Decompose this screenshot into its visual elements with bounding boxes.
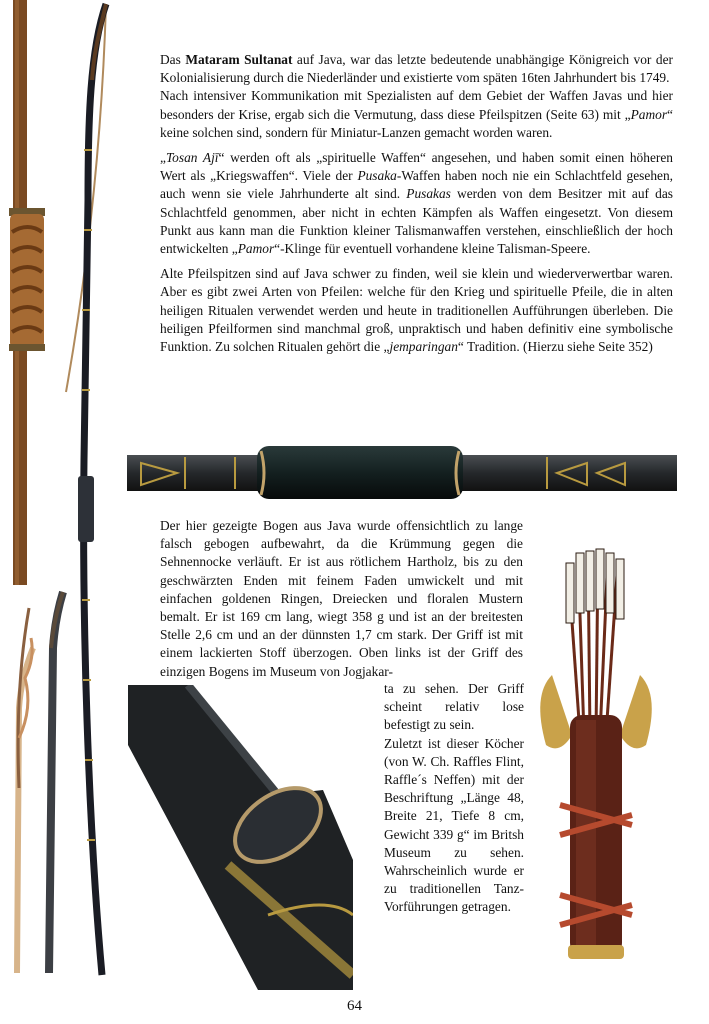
paragraph-mataram: Das Mataram Sultanat auf Java, war das letzte bedeutende unabhängige Königreich vor der Kolonialisierung durch die Niederländer und existierte vom späten 16ten Jahrhundert bis 1749. Nach intensiver Kommunikation mit Spezialisten auf dem Gebiet der Waffen Javas und hier besonders der Krise, ergab sich die Vermutung, dass diese Pfeilspitzen (Seite 63) mit „Pamor“ keine solchen sind, sondern für Miniatur-Lanzen gemacht worden waren. — [160, 52, 673, 140]
paragraph-bogen-flow — [160, 517, 673, 681]
paragraph-koecher: Zuletzt ist dieser Köcher (von W. Ch. Raffles Flint, Raffle´s Neffen) mit der Beschriftung „Länge 48, Breite 21, Tiefe 8 cm, Gewicht 339 g“ im Britsh Museum zu sehen. Wahrscheinlich wurde er zu traditionellen Tanz-Vorführungen getragen. — [384, 735, 524, 915]
page-number: 64 — [347, 998, 362, 1014]
paragraph-tosan-aji: „Tosan Ajī“ werden oft als „spirituelle Waffen“ angesehen, und haben somit einen höheren Wert als „Kriegswaffen“. Viele der Pusaka-Waffen haben noch nie ein Schlachtfeld gesehen, auch wenn sie viele Jahrhunderte alt sind. Pusakas werden von dem Besitzer mit auf das Schlachtfeld genommen, aber nicht in echten Kämpfen als Waffen eingesetzt. Von diesem Punkt aus kann man die Funktion kleiner Talismanwaffen verstehen, einschließlich der hoch entwickelten „Pamor“-Klinge für eventuell vorhandene kleine Talisman-Speere. — [160, 150, 674, 257]
paragraph-bogen-text: Der hier gezeigte Bogen aus Java wurde offensichtlich zu lange falsch gebogen aufbewahrt, da die Krümmung gegen die Sehnennocke verläuft. Er ist aus rötlichem Hartholz, bis zu den geschwärzten Enden mit feinem Faden umwickelt und mit einfachen goldenen Ringen, Dreiecken und floralen Mustern bemalt. Er ist 169 cm lang, wiegt 358 g und ist an der breitesten Stelle 2,6 cm und an der dünnsten 1,7 cm stark. Der Griff ist mit einem lackierten Stoff überzogen. Oben links ist der Griff des einzigen Bogens im Museum von Jogjakar- — [160, 518, 523, 679]
intro-text-block — [160, 51, 673, 356]
quiver-wrap-spacer — [523, 553, 673, 713]
bow-end-closeup-photo — [128, 685, 353, 990]
bow-tips-photo — [5, 588, 67, 978]
paragraph-bogen-continued: ta zu sehen. Der Griff scheint relativ lose befestigt zu sein. Zuletzt ist dieser Köcher (von W. Ch. Raffles Flint, Raffle´s Neffen) mit der Beschriftung „Länge 48, Breite 21, Tiefe 8 cm, Gewicht 339 g“ im Britsh Museum zu sehen. Wahrscheinlich wurde er zu traditionellen Tanz-Vorführungen getragen. — [384, 680, 524, 917]
bow-grip-closeup-photo — [127, 443, 677, 501]
paragraph-pfeilspitzen: Alte Pfeilspitzen sind auf Java schwer zu finden, weil sie klein und wiederverwertbar waren. Aber es gibt zwei Arten von Pfeilen: welche für den Krieg und spirituelle Pfeile, die in alten heiligen Ritualen verwendet werden und heute in traditionellen Aufführungen überleben. Die heiligen Pfeilformen sind manchmal groß, unpraktisch und haben definitiv eine symbolische Funktion. Zu solchen Ritualen gehört die „jemparingan“ Tradition. (Hierzu siehe Seite 352) — [160, 266, 673, 355]
